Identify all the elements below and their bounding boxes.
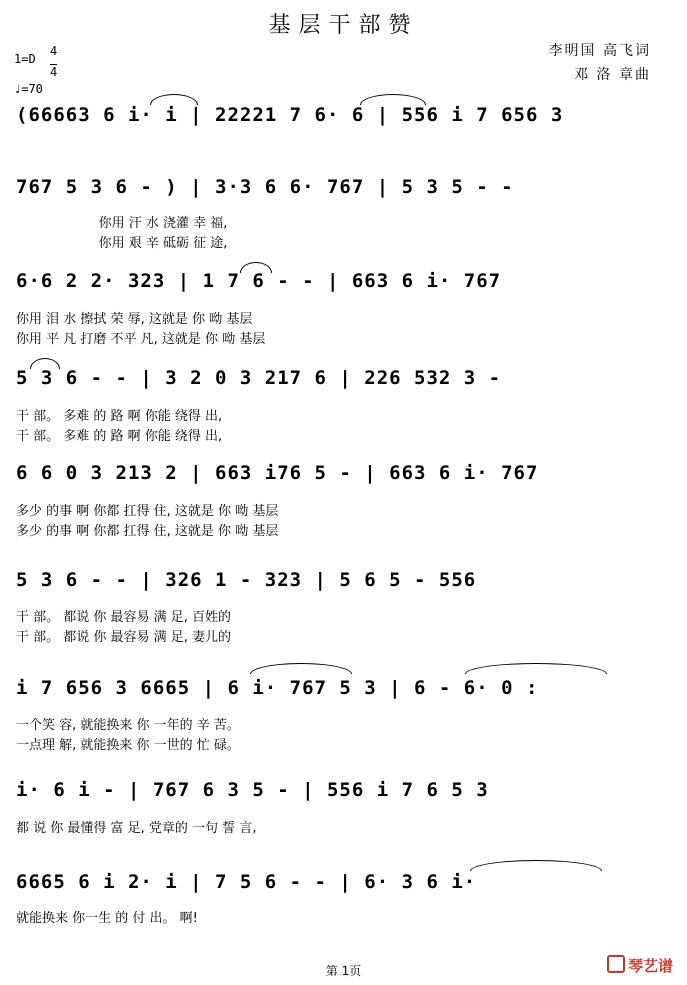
lyric-verse-2: 你用 平 凡 打磨 不平 凡, 这就是 你 呦 基层 xyxy=(16,332,266,347)
lyric-verse-1: 你用 泪 水 擦拭 荣 辱, 这就是 你 呦 基层 xyxy=(16,312,253,327)
score-title: 基层干部赞 xyxy=(268,13,419,38)
tempo-marking: ♩=70 xyxy=(14,82,43,96)
time-denominator: 4 xyxy=(50,65,58,79)
notation-line: 5 3 6 - - | 326 1 - 323 | 5 6 5 - 556 xyxy=(16,569,477,591)
key-signature: 1=D xyxy=(14,52,36,66)
composer-credit: 邓 洛 章曲 xyxy=(574,67,651,83)
lyric-verse-1: 就能换来 你一生 的 付 出。 啊! xyxy=(16,911,198,926)
notation-line: (66663 6 i· i | 22221 7 6· 6 | 556 i 7 656 3 xyxy=(16,104,564,126)
time-numerator: 4 xyxy=(50,44,58,58)
lyric-verse-1: 你用 汗 水 浇灌 幸 福, xyxy=(16,216,228,231)
tie-arc xyxy=(465,663,607,674)
notation-line: 5 3 6 - - | 3 2 0 3 217 6 | 226 532 3 - xyxy=(16,367,502,389)
lyric-verse-2: 干 部。 都说 你 最容易 满 足, 妻儿的 xyxy=(16,630,232,645)
lyric-verse-1: 一个笑 容, 就能换来 你 一年的 辛 苦。 xyxy=(16,718,240,733)
notation-line: 767 5 3 6 - ) | 3·3 6 6· 767 | 5 3 5 - - xyxy=(16,176,514,198)
tie-arc xyxy=(470,860,602,871)
lyricist-credit: 李明国 高飞词 xyxy=(548,43,651,59)
music-note-icon xyxy=(607,955,625,973)
lyric-verse-1: 都 说 你 最懂得 富 足, 党章的 一句 誓 言, xyxy=(16,821,257,836)
notation-line: 6665 6 i 2· i | 7 5 6 - - | 6· 3 6 i· xyxy=(16,871,477,893)
lyric-verse-2: 一点理 解, 就能换来 你 一世的 忙 碌。 xyxy=(16,738,240,753)
tie-arc xyxy=(150,94,198,105)
tie-arc xyxy=(240,262,272,273)
tie-arc xyxy=(30,358,60,369)
brand-logo xyxy=(607,955,673,976)
lyric-verse-2: 你用 艰 辛 砥砺 征 途, xyxy=(16,236,228,251)
notation-line: 6·6 2 2· 323 | 1 7 6 - - | 663 6 i· 767 xyxy=(16,270,502,292)
notation-line: 6 6 0 3 213 2 | 663 i76 5 - | 663 6 i· 767 xyxy=(16,462,539,484)
lyric-verse-2: 多少 的事 啊 你都 扛得 住, 这就是 你 呦 基层 xyxy=(16,524,279,539)
page-number: 第 1页 xyxy=(325,964,362,978)
brand-name: 琴艺谱 xyxy=(627,957,673,975)
lyric-verse-1: 多少 的事 啊 你都 扛得 住, 这就是 你 呦 基层 xyxy=(16,504,279,519)
lyric-verse-1: 干 部。 都说 你 最容易 满 足, 百姓的 xyxy=(16,610,232,625)
notation-line: i 7 656 3 6665 | 6 i· 767 5 3 | 6 - 6· 0 : xyxy=(16,677,539,699)
notation-line: i· 6 i - | 767 6 3 5 - | 556 i 7 6 5 3 xyxy=(16,779,489,801)
tie-arc xyxy=(250,663,352,674)
lyric-verse-2: 干 部。 多难 的 路 啊 你能 绕得 出, xyxy=(16,429,223,444)
tie-arc xyxy=(360,94,426,105)
lyric-verse-1: 干 部。 多难 的 路 啊 你能 绕得 出, xyxy=(16,409,223,424)
